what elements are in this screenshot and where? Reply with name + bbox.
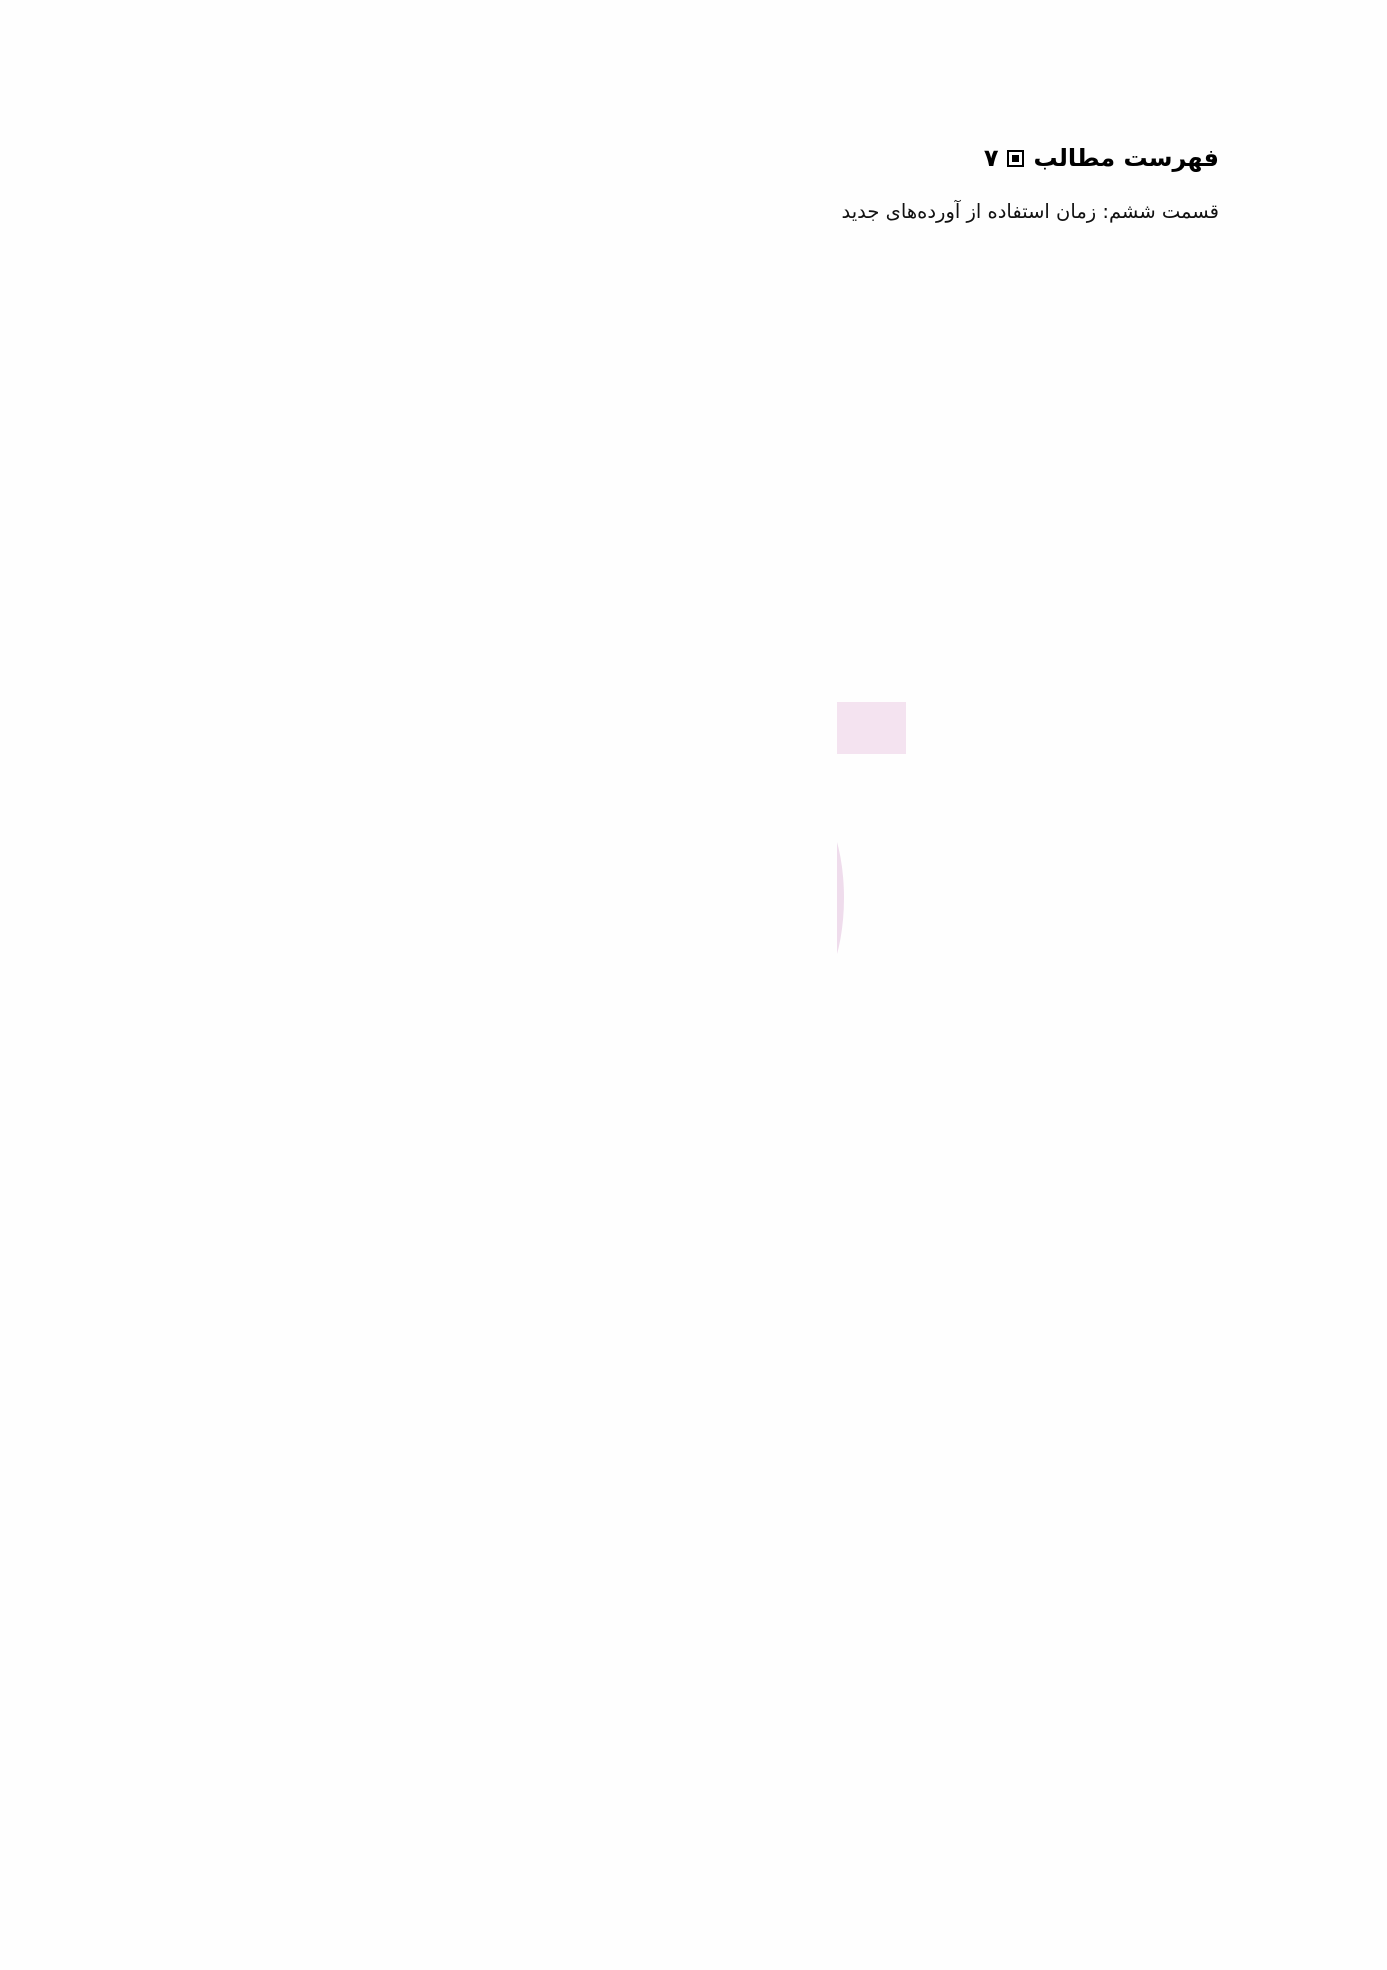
toc-page-number — [0, 196, 837, 1970]
toc-entry[interactable] — [437, 196, 1219, 1970]
toc-entry-row — [437, 196, 1219, 1970]
square-bullet-icon — [1007, 150, 1024, 167]
page-title: فهرست مطالب — [1033, 144, 1219, 172]
table-of-contents — [437, 196, 1219, 1970]
toc-entry-title: قسمت ششم: زمان استفاده از آورده‌های جدید — [841, 200, 1219, 223]
header-page-number: ۷ — [983, 144, 999, 172]
page-header — [168, 138, 1219, 178]
